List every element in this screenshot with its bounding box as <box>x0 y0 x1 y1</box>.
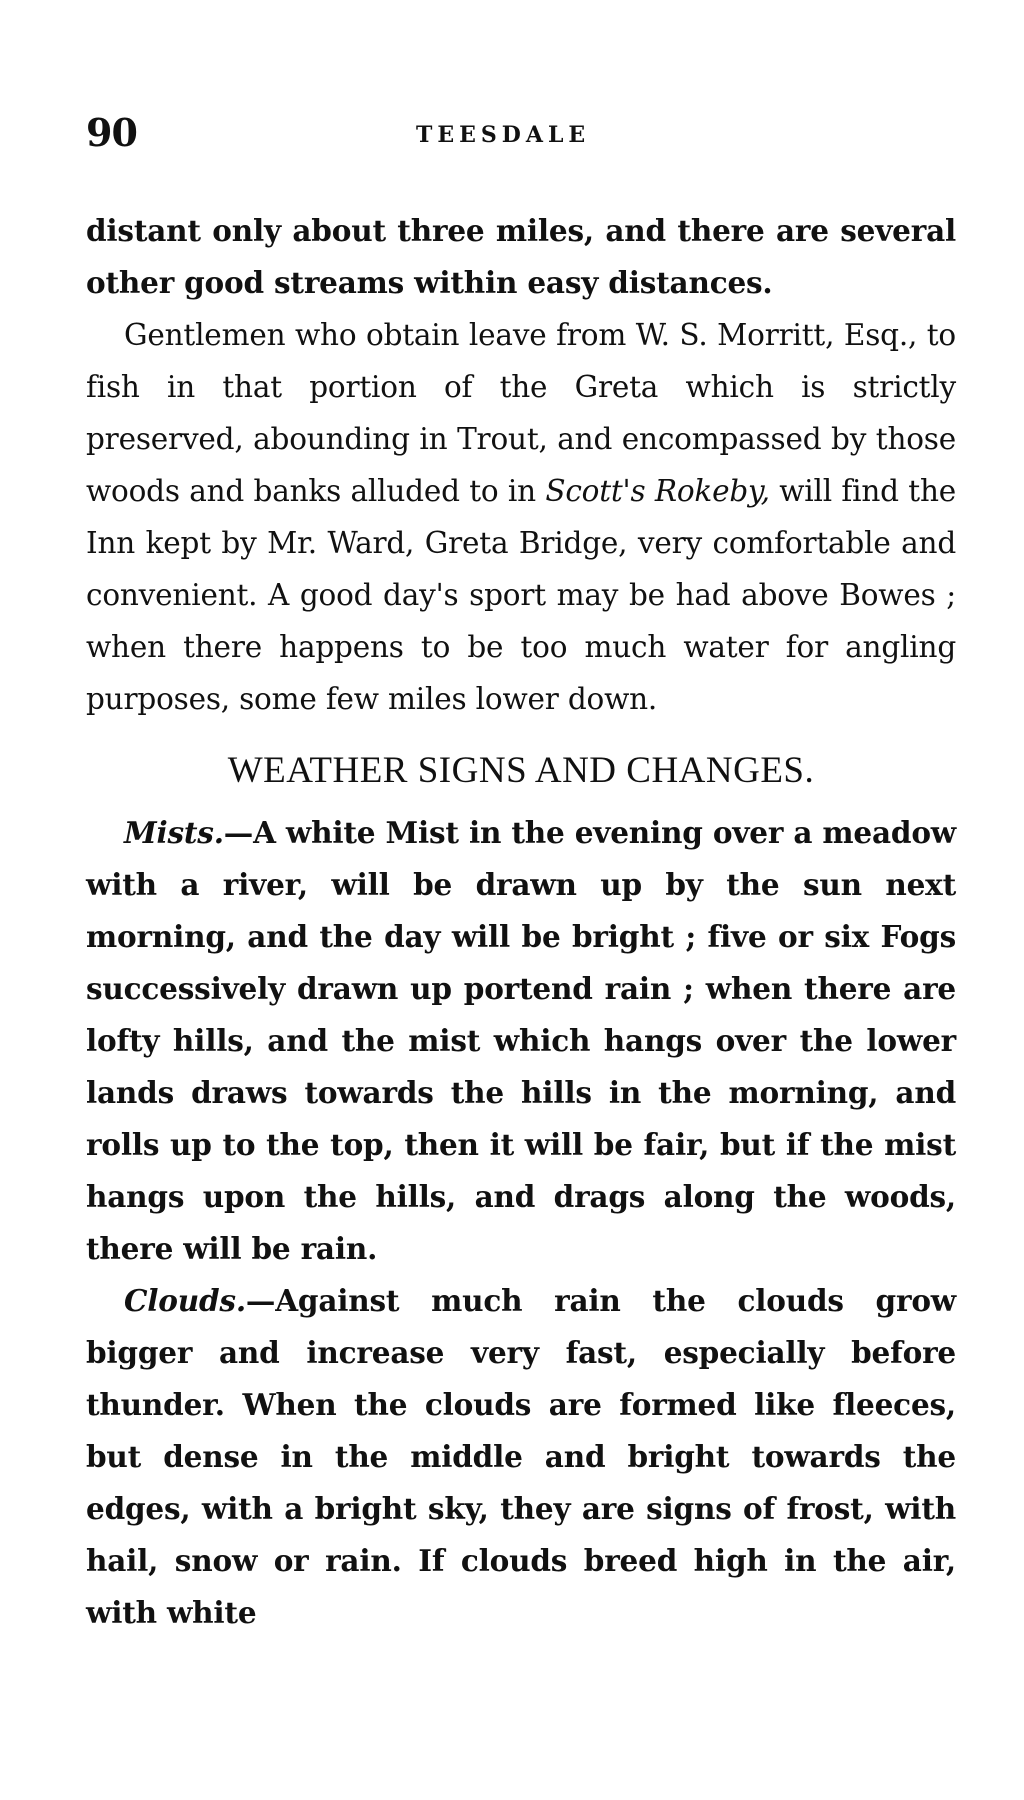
page-number: 90 <box>86 110 137 155</box>
paragraph-continuation: distant only about three miles, and there are several other good streams within easy distances. <box>86 213 956 300</box>
page-header <box>86 110 956 160</box>
paragraph-fishing-leave-text-1: Gentlemen who obtain leave from W. S. Morritt, Esq., to fish in that portion of the Greta which is strictly preserved, abounding in Trout, and encompassed by those woods and banks alluded to in <box>86 318 956 508</box>
running-head: TEESDALE <box>416 122 591 148</box>
clouds-text: —Against much rain the clouds grow bigger and increase very fast, especially before thunder. When the clouds are formed like fleeces, but dense in the middle and bright towards the edges, with a bright sky, they are signs of frost, with hail, snow or rain. If clouds breed high in the air, with white <box>86 1283 956 1630</box>
clouds-label: Clouds. <box>124 1283 246 1318</box>
section-heading: WEATHER SIGNS AND CHANGES. <box>227 750 815 791</box>
book-title-rokeby: Scott's Rokeby, <box>545 474 770 508</box>
paragraph-clouds <box>86 1275 956 1639</box>
paragraph-fishing-leave <box>86 309 956 725</box>
page-body <box>86 205 956 1639</box>
mists-label: Mists. <box>124 815 224 850</box>
paragraph-fishing-leave-text-2: will find the Inn kept by Mr. Ward, Greta Bridge, very comfortable and convenient. A good day's sport may be had above Bowes ; when there happens to be too much water for angling purposes, some few miles lower down. <box>86 474 956 716</box>
paragraph-mists <box>86 807 956 1275</box>
mists-text: —A white Mist in the evening over a meadow with a river, will be drawn up by the sun next morning, and the day will be bright ; five or six Fogs successively drawn up portend rain ; when there are lofty hills, and the mist which hangs over the lower lands draws towards the hills in the morning, and rolls up to the top, then it will be fair, but if the mist hangs upon the hills, and drags along the woods, there will be rain. <box>86 815 956 1266</box>
